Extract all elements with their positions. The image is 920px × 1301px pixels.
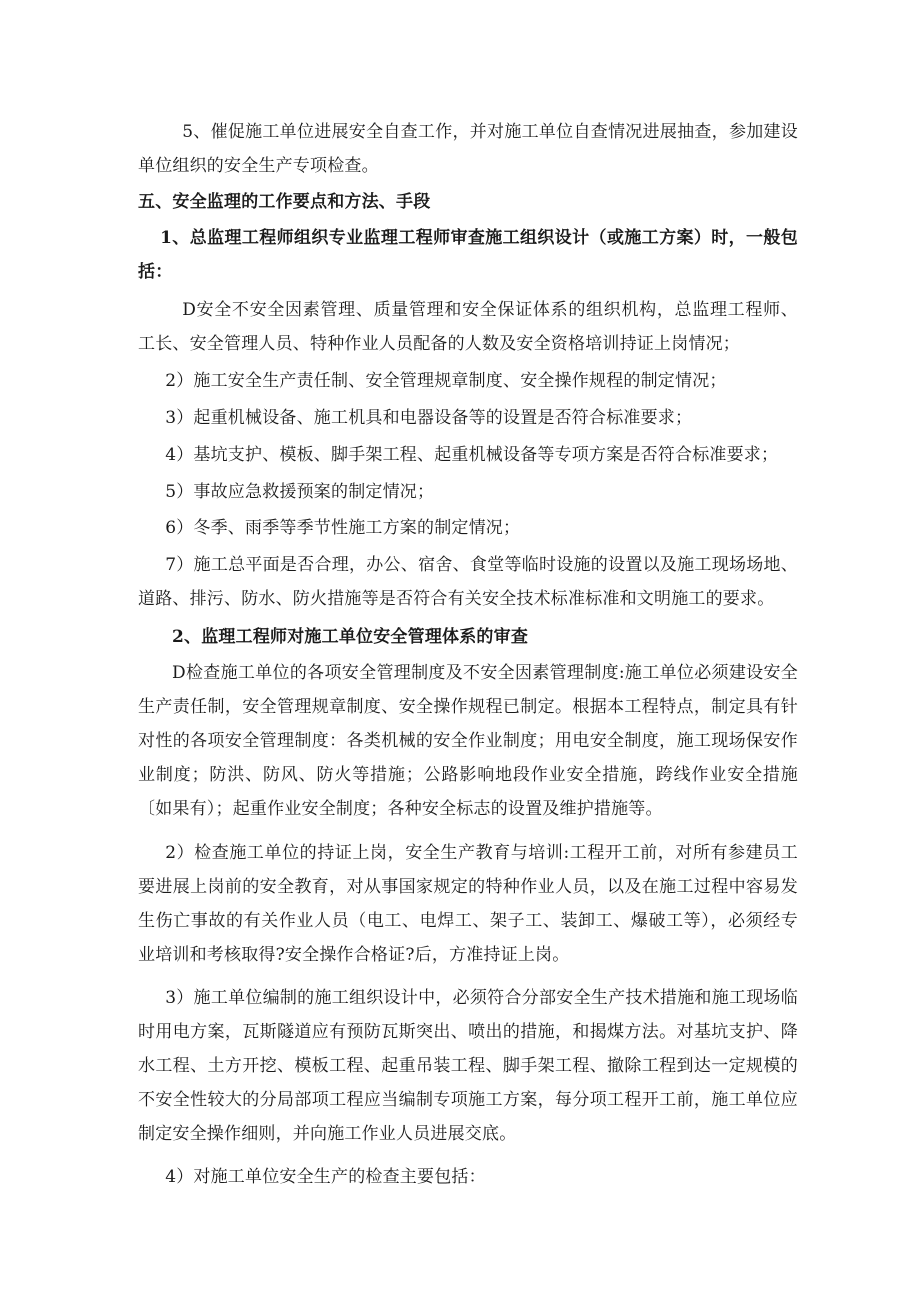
paragraph-inspection-items: 4）对施工单位安全生产的检查主要包括： <box>165 1167 486 1187</box>
list-item-5: 5）事故应急救援预案的制定情况； <box>165 482 435 502</box>
section-heading-five: 五、安全监理的工作要点和方法、手段 <box>138 192 431 212</box>
paragraph-safety-rules-check: D检查施工单位的各项安全管理制度及不安全因素管理制度:施工单位必须建设安全生产责任制，安全管理规章制度、安全操作规程已制定。根据本工程特点，制定具有针对性的各项安全管理制度：各类机械的安全作业制度；用电安全制度，施工现场保安作业制度；防洪、防风、防火等措施；公路影响地段作业安全措施，跨线作业安全措施〔如果有）；起重作业安全制度；各种安全标志的设置及维护措施等。 <box>138 663 798 819</box>
list-item-1: D安全不安全因素管理、质量管理和安全保证体系的组织机构，总监理工程师、工长、安全管理人员、特种作业人员配备的人数及安全资格培训持证上岗情况； <box>138 300 798 354</box>
subheading-1: 1、总监理工程师组织专业监理工程师审查施工组织设计（或施工方案）时，一般包括： <box>138 228 798 282</box>
subheading-2: 2、监理工程师对施工单位安全管理体系的审查 <box>172 627 529 647</box>
list-item-2: 2）施工安全生产责任制、安全管理规章制度、安全操作规程的制定情况； <box>165 371 727 391</box>
paragraph-construction-design: 3）施工单位编制的施工组织设计中，必须符合分部安全生产技术措施和施工现场临时用电方案，瓦斯隧道应有预防瓦斯突出、喷出的措施，和揭煤方法。对基坑支护、降水工程、土方开挖、模板工程、起重吊装工程、脚手架工程、撤除工程到达一定规模的不安全性较大的分局部项工程应当编制专项施工方案，每分项工程开工前，施工单位应制定安全操作细则，并向施工作业人员进展交底。 <box>138 988 798 1144</box>
paragraph-certification-check: 2）检查施工单位的持证上岗，安全生产教育与培训:工程开工前，对所有参建员工要进展上岗前的安全教育，对从事国家规定的特种作业人员，以及在施工过程中容易发生伤亡事故的有关作业人员（电工、电焊工、架子工、装卸工、爆破工等），必须经专业培训和考核取得?安全操作合格证?后，方准持证上岗。 <box>138 843 798 965</box>
paragraph-supervise-self-inspection: 5、催促施工单位进展安全自查工作，并对施工单位自查情况进展抽查，参加建设单位组织的安全生产专项检查。 <box>138 122 798 176</box>
list-item-4: 4）基坑支护、模板、脚手架工程、起重机械设备等专项方案是否符合标准要求； <box>165 445 779 465</box>
list-item-6: 6）冬季、雨季等季节性施工方案的制定情况； <box>165 518 521 538</box>
list-item-3: 3）起重机械设备、施工机具和电器设备等的设置是否符合标准要求； <box>165 408 693 428</box>
list-item-7: 7）施工总平面是否合理，办公、宿舍、食堂等临时设施的设置以及施工现场场地、道路、排污、防水、防火措施等是否符合有关安全技术标准标准和文明施工的要求。 <box>138 555 798 609</box>
